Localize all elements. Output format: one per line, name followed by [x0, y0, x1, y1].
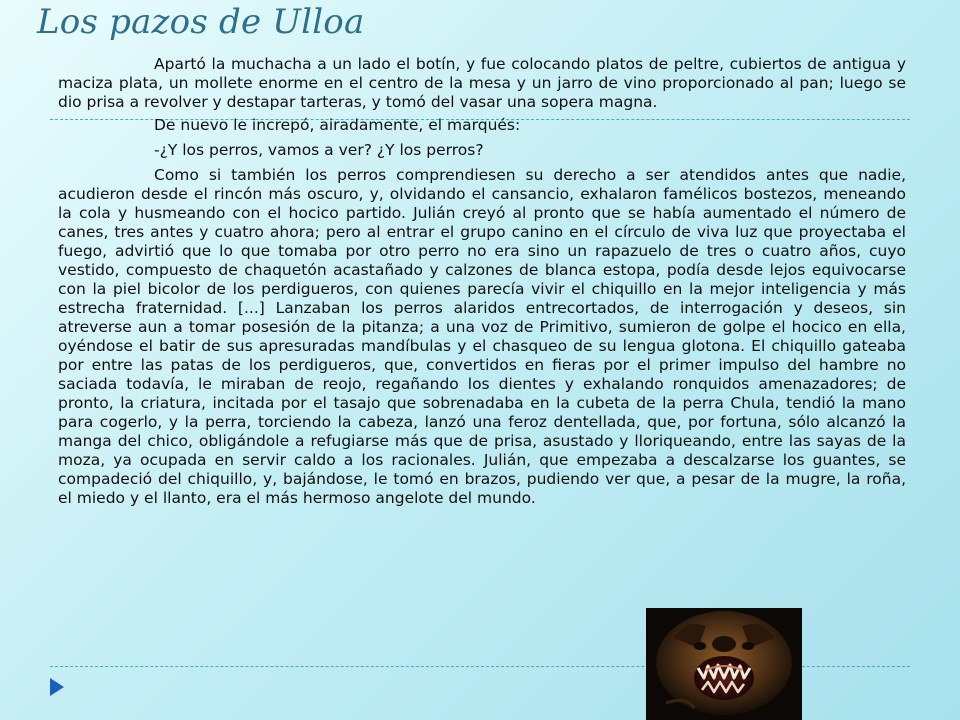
snarling-dog-photo	[646, 608, 802, 720]
paragraph-1: Apartó la muchacha a un lado el botín, y fue colocando platos de peltre, cubiertos de antigua y maciza plata, un mollete enorme en el centro de la mesa y un jarro de vino proporcionado al pan; luego se dio prisa a revolver y destapar tarteras, y tomó del vasar una sopera magna.	[58, 55, 906, 111]
text-body	[58, 55, 906, 512]
paragraph-2: De nuevo le increpó, airadamente, el marqués:	[154, 116, 521, 134]
page-title: Los pazos de Ulloa	[37, 2, 365, 42]
paragraph-3: -¿Y los perros, vamos a ver? ¿Y los perros?	[154, 141, 484, 159]
play-arrow-icon[interactable]	[48, 676, 66, 698]
paragraph-4: Como si también los perros comprendiesen su derecho a ser atendidos antes que nadie, acudieron desde el rincón más oscuro, y, olvidando el cansancio, exhalaron famélicos bostezos, meneando la cola y husmeando con el hocico partido. Julián creyó al pronto que se había aumentado el número de canes, tres antes y cuatro ahora; pero al entrar el grupo canino en el círculo de viva luz que proyectaba el fuego, advirtió que lo que tomaba por otro perro no era sino un rapazuelo de tres o cuatro años, cuyo vestido, compuesto de chaquetón acastañado y calzones de blanca estopa, podía desde lejos equivocarse con la piel bicolor de los perdigueros, con quienes parecía vivir el chiquillo en la mejor inteligencia y más estrecha fraternidad. [...] Lanzaban los perros alaridos entrecortados, de interrogación y deseos, sin atreverse aun a tomar posesión de la pitanza; a una voz de Primitivo, sumieron de golpe el hocico en ella, oyéndose el batir de sus apresuradas mandíbulas y el chasqueo de su lengua glotona. El chiquillo gateaba por entre las patas de los perdigueros, que, convertidos en fieras por el primer impulso del hambre no saciada todavía, le miraban de reojo, regañando los dientes y exhalando ronquidos amenazadores; de pronto, la criatura, incitada por el tasajo que sobrenadaba en la cubeta de la perra Chula, tendió la mano para cogerlo, y la perra, torciendo la cabeza, lanzó una feroz dentellada, que, por fortuna, sólo alcanzó la manga del chico, obligándole a refugiarse más que de prisa, asustado y lloriqueando, entre las sayas de la moza, ya ocupada en servir caldo a los racionales. Julián, que empezaba a descalzarse los guantes, se compadeció del chiquillo, y, bajándose, le tomó en brazos, pudiendo ver que, a pesar de la mugre, la roña, el miedo y el llanto, era el más hermoso angelote del mundo.	[58, 166, 906, 507]
